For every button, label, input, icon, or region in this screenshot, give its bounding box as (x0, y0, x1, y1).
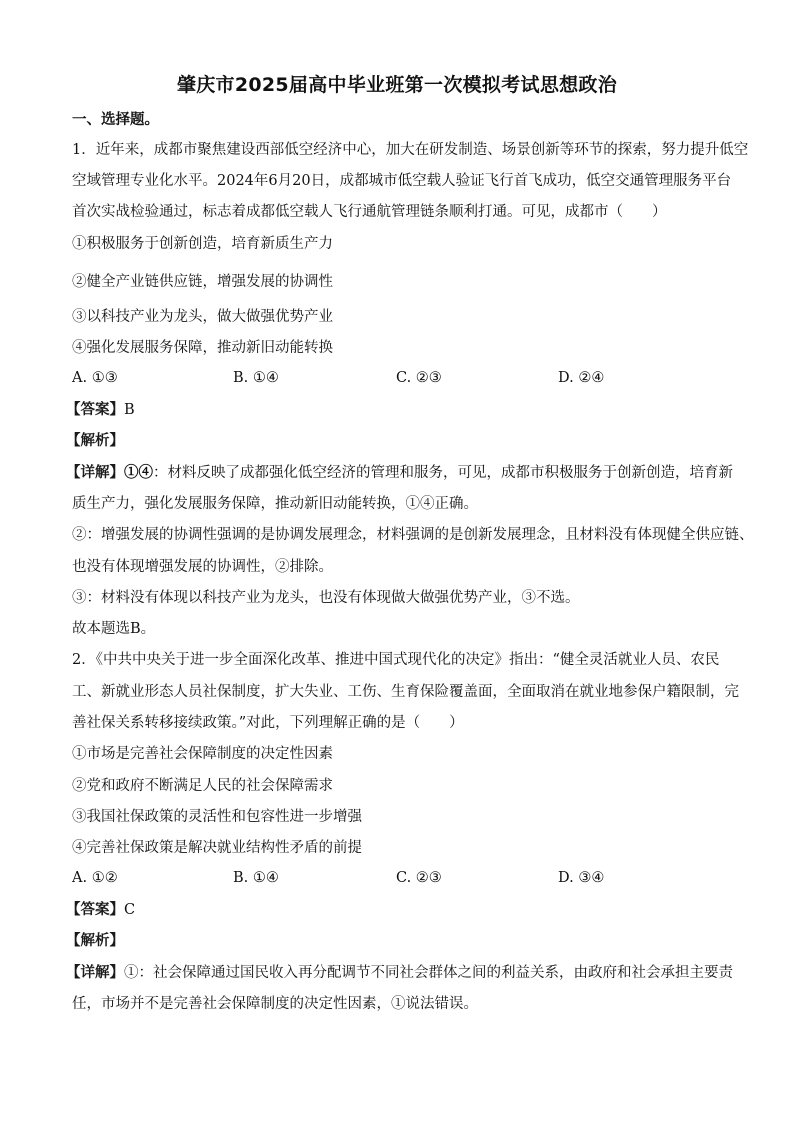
q2-option-d: D. ③④ (558, 870, 605, 886)
q2-item: ②党和政府不断满足人民的社会保障需求 (72, 778, 333, 794)
q2-option-a: A. ①② (72, 870, 118, 886)
q1-stem-line: 空域管理专业化水平。2024年6月20日，成都城市低空载人验证飞行首飞成功，低空交通管理服务平台 (72, 173, 732, 189)
detail-tag: 【详解】 (66, 964, 124, 981)
q1-detail-line: ②：增强发展的协调性强调的是协调发展理念，材料强调的是创新发展理念，且材料没有体现健全供应链、 (72, 527, 754, 543)
q2-detail-line (66, 964, 733, 982)
q2-item: ③我国社保政策的灵活性和包容性进一步增强 (72, 809, 362, 825)
q1-item: ③以科技产业为龙头，做大做强优势产业 (72, 309, 333, 325)
section-heading: 一、选择题。 (72, 111, 159, 128)
q1-item: ①积极服务于创新创造，培育新质生产力 (72, 236, 333, 252)
detail-text: ：材料反映了成都强化低空经济的管理和服务，可见，成都市积极服务于创新创造，培育新 (153, 465, 733, 481)
answer-value: C (124, 902, 136, 918)
page-title: 肇庆市2025届高中毕业班第一次模拟考试思想政治 (176, 74, 618, 96)
q1-stem-line: 首次实战检验通过，标志着成都低空载人飞行通航管理链条顺利打通。可见，成都市（ ） (72, 204, 667, 220)
q1-option-d: D. ②④ (558, 370, 605, 386)
q2-stem-line: 善社保关系转移接续政策。”对此，下列理解正确的是（ ） (72, 715, 464, 731)
q1-answer (66, 401, 135, 419)
detail-text: ①：社会保障通过国民收入再分配调节不同社会群体之间的利益关系，由政府和社会承担主要责 (124, 965, 733, 981)
q2-stem-line: 2．《中共中央关于进一步全面深化改革、推进中国式现代化的决定》指出：“健全灵活就业人员、农民 (72, 652, 720, 668)
q1-detail-line (66, 464, 733, 482)
q1-option-b: B. ①④ (233, 370, 279, 386)
q1-detail-line: 故本题选B。 (72, 621, 156, 637)
q1-analysis-tag (66, 432, 124, 450)
detail-lead: ①④ (124, 464, 153, 481)
q1-option-c: C. ②③ (396, 370, 442, 386)
q2-option-c: C. ②③ (396, 870, 442, 886)
q1-option-a: A. ①③ (72, 370, 118, 386)
answer-tag: 【答案】 (66, 901, 124, 918)
analysis-tag: 【解析】 (66, 432, 124, 449)
q1-detail-line: 质生产力，强化发展服务保障，推动新旧动能转换，①④正确。 (72, 496, 478, 512)
answer-tag: 【答案】 (66, 401, 124, 418)
q1-item: ②健全产业链供应链，增强发展的协调性 (72, 274, 333, 290)
q1-detail-line: 也没有体现增强发展的协调性，②排除。 (72, 559, 333, 575)
q2-answer (66, 901, 135, 919)
q1-stem-line: 1．近年来，成都市聚焦建设西部低空经济中心，加大在研发制造、场景创新等环节的探索，努力提升低空 (72, 142, 749, 158)
q2-option-b: B. ①④ (233, 870, 279, 886)
q2-item: ①市场是完善社会保障制度的决定性因素 (72, 746, 333, 762)
answer-value: B (124, 402, 135, 418)
detail-tag: 【详解】 (66, 464, 124, 481)
q2-detail-line: 任，市场并不是完善社会保障制度的决定性因素，①说法错误。 (72, 996, 478, 1012)
q2-stem-line: 工、新就业形态人员社保制度，扩大失业、工伤、生育保险覆盖面，全面取消在就业地参保户籍限制，完 (72, 684, 739, 700)
q1-detail-line: ③：材料没有体现以科技产业为龙头，也没有体现做大做强优势产业，③不选。 (72, 590, 580, 606)
q1-item: ④强化发展服务保障，推动新旧动能转换 (72, 340, 333, 356)
analysis-tag: 【解析】 (66, 932, 124, 949)
q2-analysis-tag (66, 932, 124, 950)
q2-item: ④完善社保政策是解决就业结构性矛盾的前提 (72, 840, 362, 856)
